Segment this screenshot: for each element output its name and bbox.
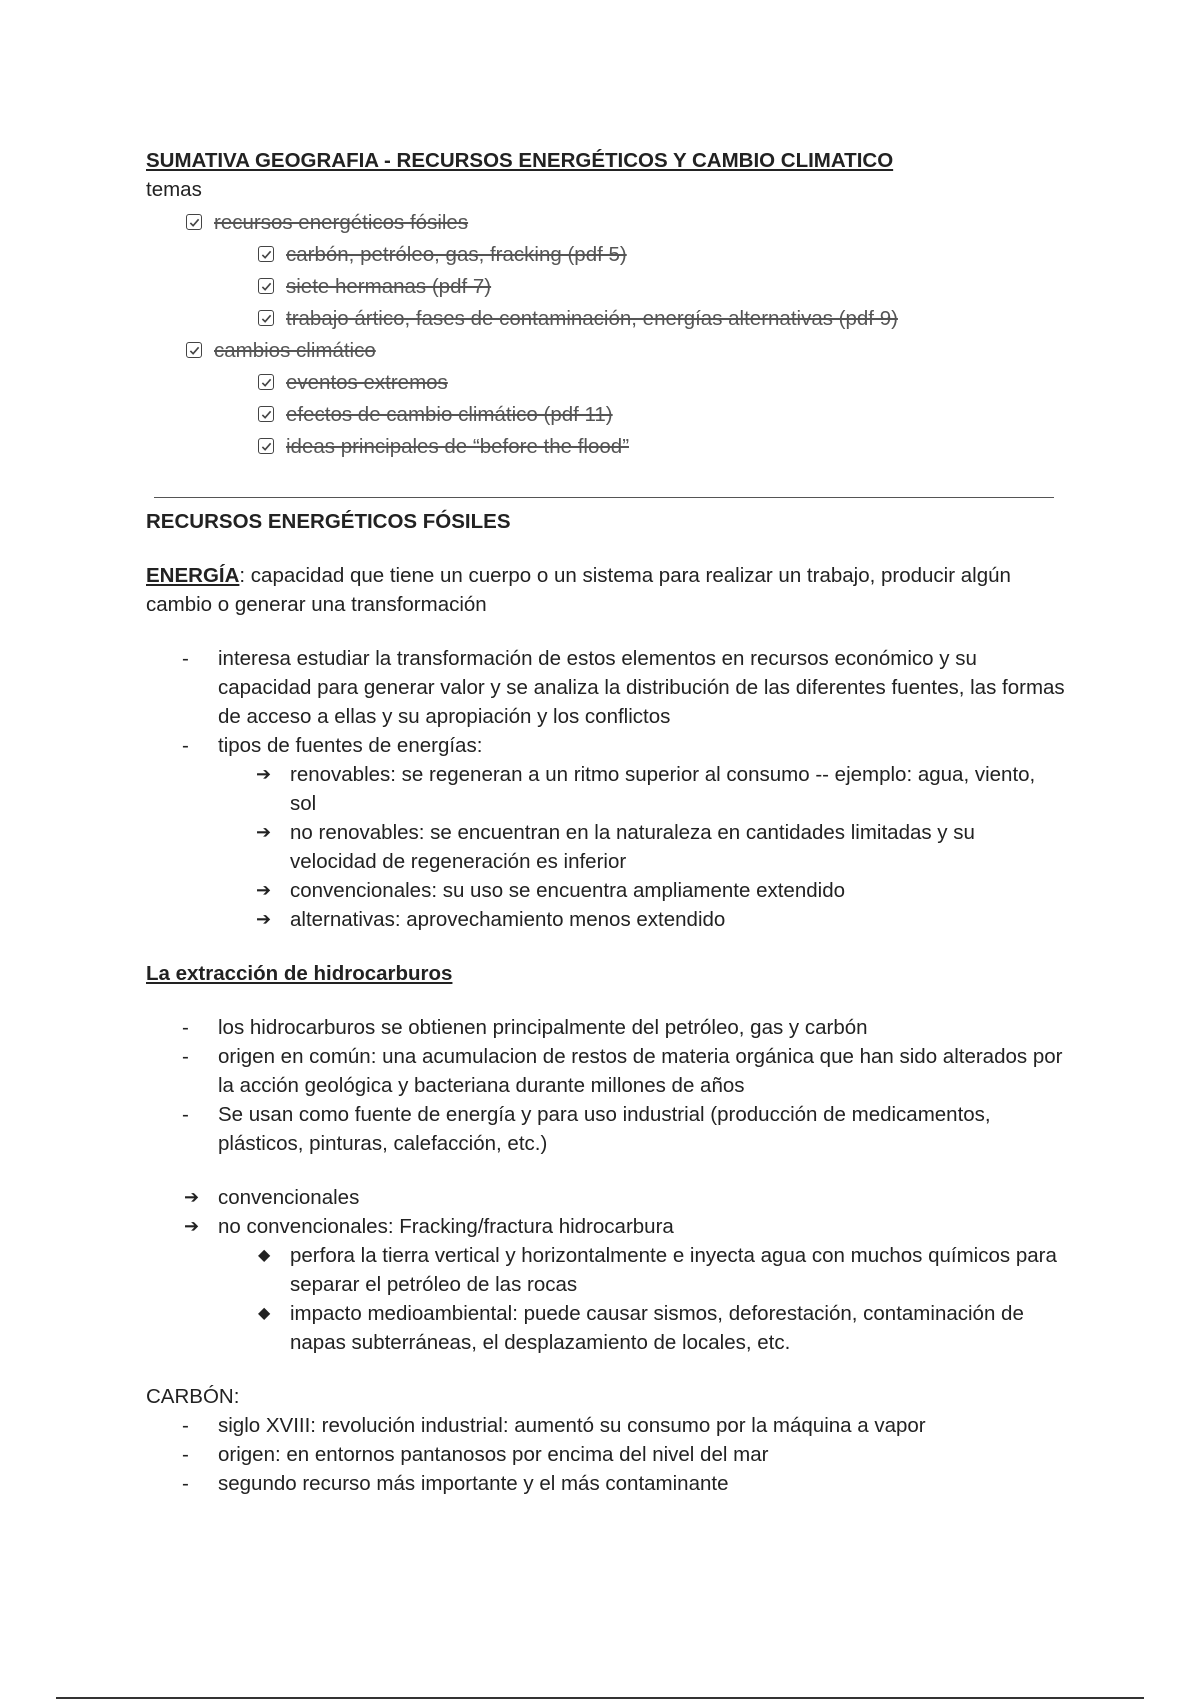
list-item bbox=[146, 1241, 1066, 1299]
checked-checkbox-icon[interactable] bbox=[258, 246, 274, 262]
list-item bbox=[146, 1183, 1066, 1212]
section-heading-recursos: RECURSOS ENERGÉTICOS FÓSILES bbox=[146, 510, 511, 533]
list-item: - origen en común: una acumulacion de restos de materia orgánica que han sido alterados por la acción geológica y bacteriana durante millones de años bbox=[146, 1042, 1066, 1100]
checklist-item-label: carbón, petróleo, gas, fracking (pdf 5) bbox=[286, 242, 627, 266]
list-item bbox=[146, 876, 1066, 905]
checked-checkbox-icon[interactable] bbox=[258, 278, 274, 294]
list-item bbox=[146, 818, 1066, 876]
checked-checkbox-icon[interactable] bbox=[258, 310, 274, 326]
checklist-item[interactable] bbox=[146, 334, 1066, 366]
document-title: SUMATIVA GEOGRAFIA - RECURSOS ENERGÉTICOS Y CAMBIO CLIMATICO bbox=[146, 149, 894, 172]
checked-checkbox-icon[interactable] bbox=[258, 406, 274, 422]
checklist-item[interactable] bbox=[146, 366, 1066, 398]
arrow-icon: ➔ bbox=[256, 764, 272, 784]
diamond-bullet-icon: ◆ bbox=[258, 1305, 271, 1322]
arrow-icon: ➔ bbox=[184, 1216, 200, 1236]
checklist-item-label: cambios climático bbox=[214, 338, 376, 362]
document-page bbox=[146, 146, 1066, 1498]
energia-bullet-list bbox=[146, 644, 1066, 760]
energy-types-list bbox=[146, 760, 1066, 934]
list-item bbox=[146, 1212, 1066, 1241]
section-heading-carbon: CARBÓN: bbox=[146, 1385, 240, 1408]
arrow-icon: ➔ bbox=[256, 880, 272, 900]
checklist-item-label: eventos extremos bbox=[286, 370, 448, 394]
hidrocarburos-bullet-list bbox=[146, 1013, 1066, 1158]
arrow-icon: ➔ bbox=[256, 822, 272, 842]
checklist-item-label: efectos de cambio climático (pdf 11) bbox=[286, 402, 613, 426]
list-item: - siglo XVIII: revolución industrial: aumentó su consumo por la máquina a vapor bbox=[146, 1411, 1066, 1440]
checked-checkbox-icon[interactable] bbox=[186, 214, 202, 230]
diamond-bullet-icon: ◆ bbox=[258, 1247, 271, 1264]
checklist-item-label: siete hermanas (pdf 7) bbox=[286, 274, 492, 298]
list-item-text: renovables: se regeneran a un ritmo superior al consumo -- ejemplo: agua, viento, sol bbox=[290, 763, 1036, 815]
carbon-bullet-list bbox=[146, 1411, 1066, 1498]
list-item-text: convencionales bbox=[218, 1186, 360, 1209]
checklist-item-label: recursos energéticos fósiles bbox=[214, 210, 469, 234]
checklist-item[interactable] bbox=[146, 398, 1066, 430]
page-bottom-border bbox=[56, 1697, 1144, 1699]
checklist-item-label: ideas principales de “before the flood” bbox=[286, 434, 630, 458]
energia-definition bbox=[146, 561, 1066, 619]
document-subtitle: temas bbox=[146, 178, 202, 201]
checklist-item-label: trabajo ártico, fases de contaminación, energías alternativas (pdf 9) bbox=[286, 306, 898, 330]
arrow-icon: ➔ bbox=[184, 1187, 200, 1207]
list-item-text: alternativas: aprovechamiento menos extendido bbox=[290, 908, 726, 931]
section-heading-extraccion: La extracción de hidrocarburos bbox=[146, 962, 453, 985]
topic-checklist bbox=[146, 206, 1066, 462]
list-item: - Se usan como fuente de energía y para uso industrial (producción de medicamentos, plásticos, pinturas, calefacción, etc.) bbox=[146, 1100, 1066, 1158]
energia-term: ENERGÍA bbox=[146, 564, 240, 587]
list-item: - interesa estudiar la transformación de estos elementos en recursos económico y su capacidad para generar valor y se analiza la distribución de las diferentes fuentes, las formas de acceso a ellas y su apropiación y los conflictos bbox=[146, 644, 1066, 731]
list-item: - origen: en entornos pantanosos por encima del nivel del mar bbox=[146, 1440, 1066, 1469]
list-item: - los hidrocarburos se obtienen principalmente del petróleo, gas y carbón bbox=[146, 1013, 1066, 1042]
checklist-item[interactable] bbox=[146, 270, 1066, 302]
arrow-icon: ➔ bbox=[256, 909, 272, 929]
list-item-text: convencionales: su uso se encuentra ampliamente extendido bbox=[290, 879, 845, 902]
checklist-item[interactable] bbox=[146, 238, 1066, 270]
checklist-item[interactable] bbox=[146, 302, 1066, 334]
hidrocarburos-types-list bbox=[146, 1183, 1066, 1357]
checked-checkbox-icon[interactable] bbox=[186, 342, 202, 358]
horizontal-divider bbox=[154, 497, 1054, 498]
list-item-text: no renovables: se encuentran en la naturaleza en cantidades limitadas y su velocidad de regeneración es inferior bbox=[290, 821, 975, 873]
checklist-item[interactable] bbox=[146, 206, 1066, 238]
list-item bbox=[146, 905, 1066, 934]
checked-checkbox-icon[interactable] bbox=[258, 374, 274, 390]
energia-definition-text: : capacidad que tiene un cuerpo o un sistema para realizar un trabajo, producir algún cambio o generar una transformación bbox=[146, 564, 1011, 616]
list-item bbox=[146, 1299, 1066, 1357]
list-item bbox=[146, 760, 1066, 818]
checklist-item[interactable] bbox=[146, 430, 1066, 462]
list-item: - segundo recurso más importante y el más contaminante bbox=[146, 1469, 1066, 1498]
list-item-text: no convencionales: Fracking/fractura hidrocarbura bbox=[218, 1215, 674, 1238]
list-item-text: perfora la tierra vertical y horizontalmente e inyecta agua con muchos químicos para separar el petróleo de las rocas bbox=[290, 1244, 1057, 1296]
list-item-text: impacto medioambiental: puede causar sismos, deforestación, contaminación de napas subterráneas, el desplazamiento de locales, etc. bbox=[290, 1302, 1024, 1354]
checked-checkbox-icon[interactable] bbox=[258, 438, 274, 454]
list-item: - tipos de fuentes de energías: bbox=[146, 731, 1066, 760]
